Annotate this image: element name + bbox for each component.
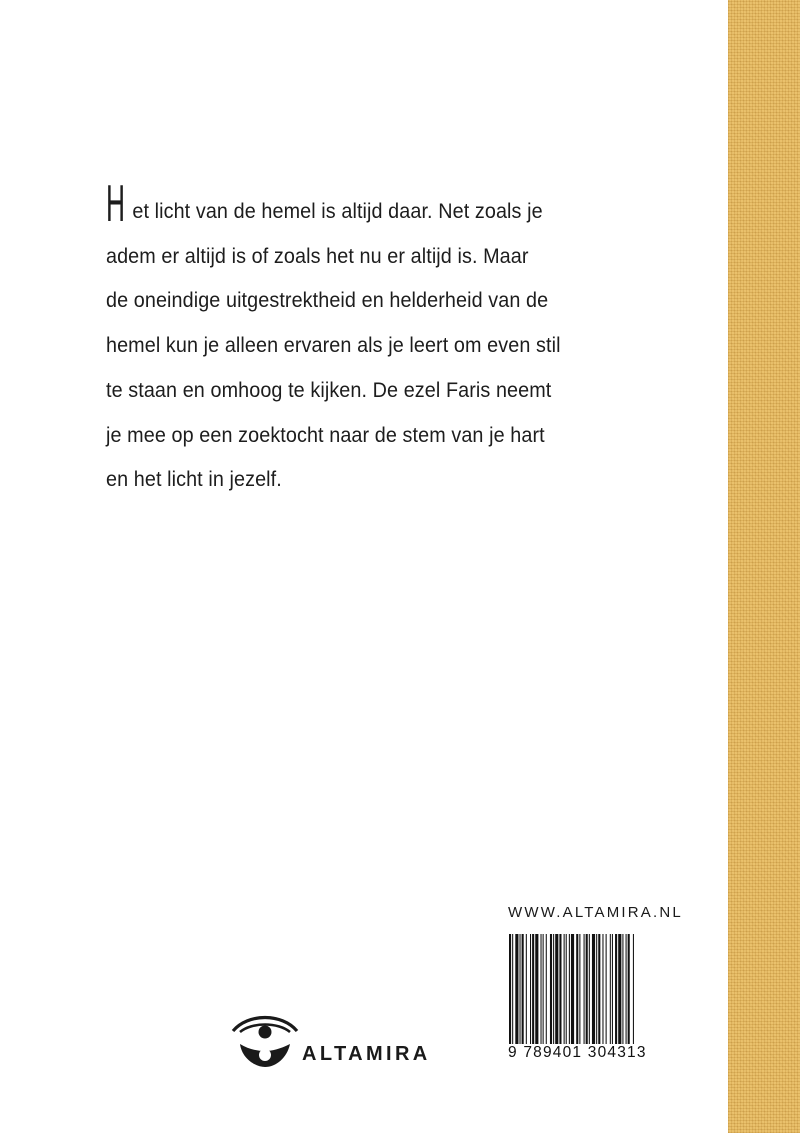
blurb-line-6: je mee op een zoektocht naar de stem van je hart [106, 422, 545, 447]
publisher-name: ALTAMIRA [302, 1043, 431, 1065]
blurb-line-5: te staan en omhoog te kijken. De ezel Faris neemt [106, 377, 552, 402]
blurb-line-3: de oneindige uitgestrektheid en helderheid van de [106, 288, 549, 313]
isbn-number: 9 789401 304313 [508, 1044, 668, 1062]
back-cover-blurb [106, 175, 621, 502]
publisher-website: WWW.ALTAMIRA.NL [508, 904, 683, 921]
isbn-barcode [508, 934, 668, 1052]
blurb-line-1-text: et licht van de hemel is altijd daar. Net zoals je [132, 199, 543, 223]
book-spine-edge [728, 0, 800, 1133]
blurb-line-1 [106, 175, 621, 234]
blurb-line-2: adem er altijd is of zoals het nu er altijd is. Maar [106, 243, 529, 268]
drop-cap: H [106, 175, 126, 233]
barcode-bars [508, 934, 668, 1052]
blurb-line-7: en het licht in jezelf. [106, 467, 282, 492]
blurb-line-4: hemel kun je alleen ervaren als je leert om even stil [106, 333, 561, 358]
eye-logo-icon [230, 1003, 300, 1073]
